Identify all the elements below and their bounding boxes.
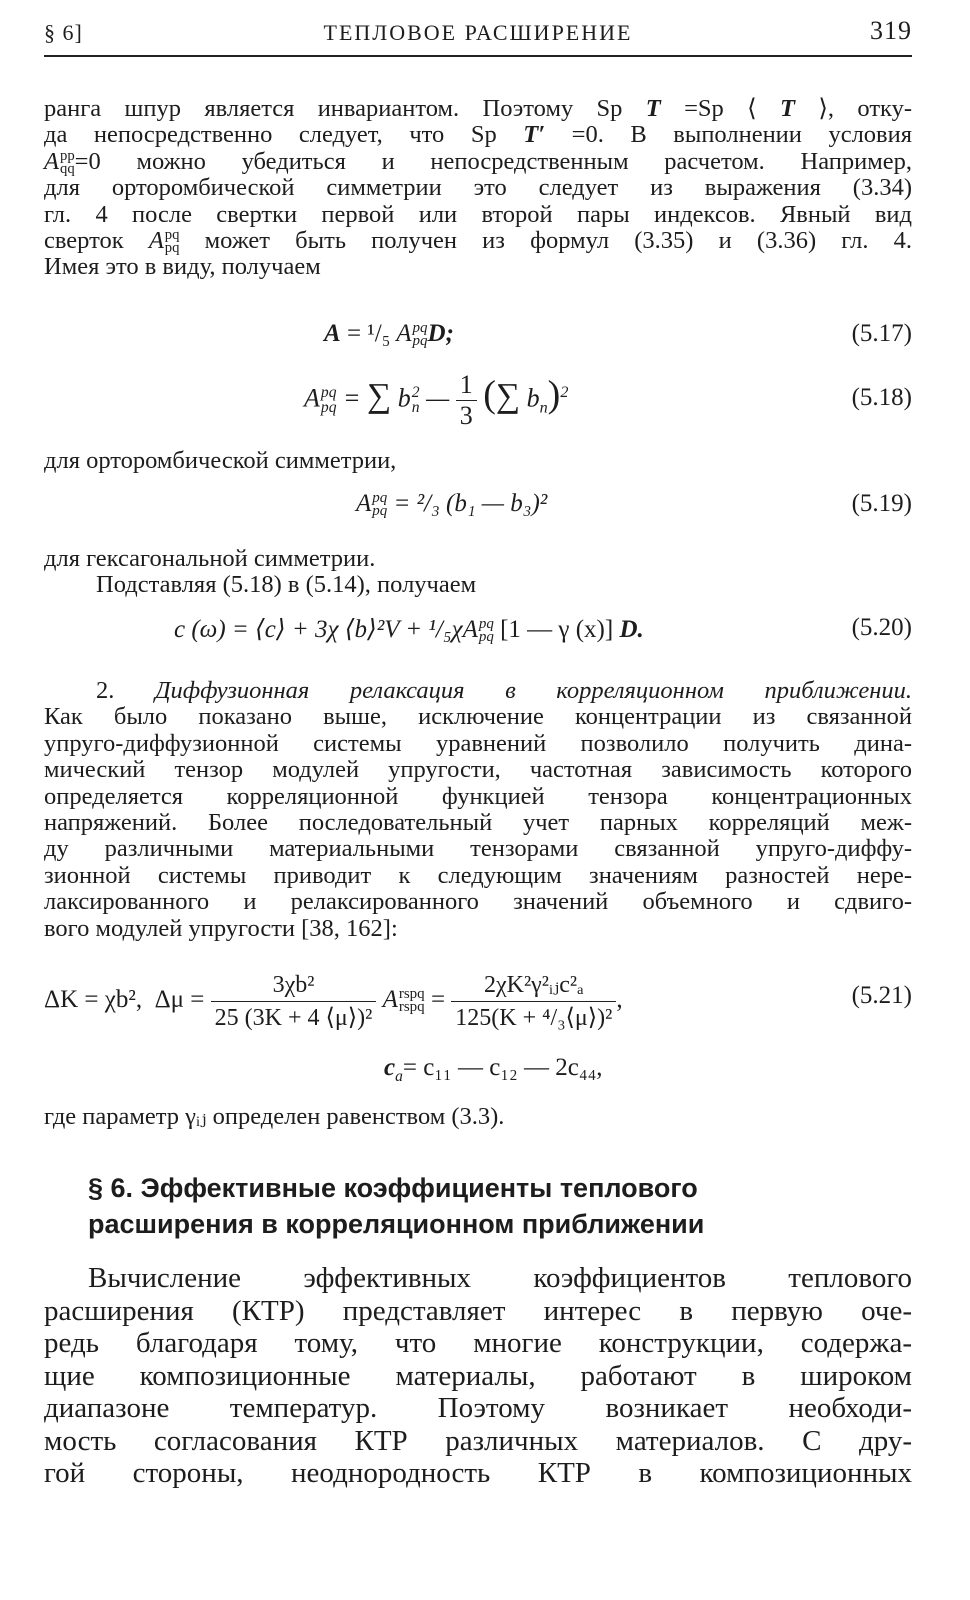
equation-number: (5.19) — [851, 490, 912, 517]
text-line: напряжений. Более последовательный учет парных корреляций меж- — [44, 808, 912, 836]
equation-5-20: c (ω) = ⟨c⟩ + 3χ ⟨b⟩²V + ¹/₅χA pq pq [1 — γ (x)] D. (5.20) — [174, 614, 912, 646]
paragraph-intro — [44, 96, 912, 281]
header-rule — [44, 55, 912, 57]
equation-number: (5.17) — [851, 320, 912, 347]
text-hex: для гексагональной симметрии. Подставляя (5.18) в (5.14), получаем — [44, 545, 477, 599]
equation-number: (5.18) — [851, 384, 912, 411]
running-header — [44, 16, 912, 48]
equation-5-17: A = ¹/₅ A pq pq D; (5.17) — [324, 319, 912, 350]
text-line: вого модулей упругости [38, 162]: — [44, 914, 398, 942]
text-line: зионной системы приводит к следующим значениям разностей нере- — [44, 861, 912, 889]
text-line: сверток A pq pq может быть получен из формул (3.35) и (3.36) гл. 4. — [44, 226, 913, 257]
equation-number: (5.21) — [851, 982, 912, 1009]
text-line: да непосредственно следует, что Sp T′ =0. В выполнении условия — [44, 121, 913, 149]
equation-ca: $c_a= c_{11}$ — c₁₂ — 2c₄₄, — [384, 1054, 603, 1085]
page-number: 319 — [870, 16, 912, 45]
text-line: A pp qq =0 можно убедиться и непосредственным расчетом. Например, — [44, 147, 912, 178]
text-line: гл. 4 после свертки первой или второй пары индексов. Явный вид — [44, 200, 912, 228]
text-line: диапазоне температур. Поэтому возникает необходи- — [44, 1392, 912, 1424]
paragraph-diffusion — [44, 678, 912, 942]
text-ortho: для орторомбической симметрии, — [44, 447, 397, 474]
text-line: для орторомбической симметрии это следует из выражения (3.34) — [44, 174, 912, 202]
paragraph-ktr — [44, 1262, 912, 1490]
text-line: упруго-диффузионной системы уравнений позволило получить дина- — [44, 729, 912, 757]
header-section-ref: § 6] — [44, 20, 83, 45]
text-gamma: где параметр γᵢⱼ определен равенством (3.3). — [44, 1103, 505, 1130]
text-line: щие композиционные материалы, работают в широком — [44, 1359, 912, 1392]
section-heading: § 6. Эффективные коэффициенты теплового расширения в корреляционном приближении — [88, 1173, 705, 1239]
header-title: ТЕПЛОВОЕ РАСШИРЕНИЕ — [323, 20, 633, 45]
text-line: редь благодаря тому, что многие конструкции, содержа- — [44, 1327, 912, 1359]
equation-5-21: ΔK = χb², Δμ = $\frac{\text{3χb²}}{\text{25 (3K + 4 ⟨μ⟩)²}}$ A rspq rspq = $\frac{\text{2χK²γ²ᵢⱼc²ₐ}}{\text{125(K + ⁴/₃⟨μ⟩)²}}$ , (5.21) — [44, 958, 912, 1038]
text-line: ранга шпур является инвариантом. Поэтому Sp T =Sp ⟨ T ⟩, отку- — [44, 95, 912, 122]
text-line: мость согласования КТР различных материалов. С дру- — [44, 1424, 912, 1457]
text-line: определяется корреляционной функцией тензора концентрационных — [44, 782, 912, 810]
equation-5-18: A pq pq = ∑ b 2 n — $\frac{1}{3}$ (∑ $b_n)^2$ (5.18) — [304, 370, 912, 430]
equation-5-19: A pq pq = ²/₃ (b₁ — b₃)² (5.19) — [356, 489, 912, 520]
text-line: 2. Диффузионная релаксация в корреляционном приближении. — [96, 677, 913, 704]
text-line: Вычисление эффективных коэффициентов теплового — [88, 1262, 912, 1294]
text-line: лаксированного и релаксированного значений объемного и сдвиго- — [44, 888, 912, 916]
equation-number: (5.20) — [851, 614, 912, 641]
text-line: мический тензор модулей упругости, частотная зависимость которого — [44, 756, 912, 784]
text-line: Имея это в виду, получаем — [44, 253, 321, 281]
text-line: Как было показано выше, исключение концентрации из связанной — [44, 703, 912, 731]
text-line: гой стороны, неоднородность КТР в композиционных — [44, 1457, 912, 1489]
text-line: расширения (КТР) представляет интерес в первую оче- — [44, 1294, 912, 1327]
text-line: ду различными материальными тензорами связанной упруго-диффу- — [44, 835, 912, 863]
